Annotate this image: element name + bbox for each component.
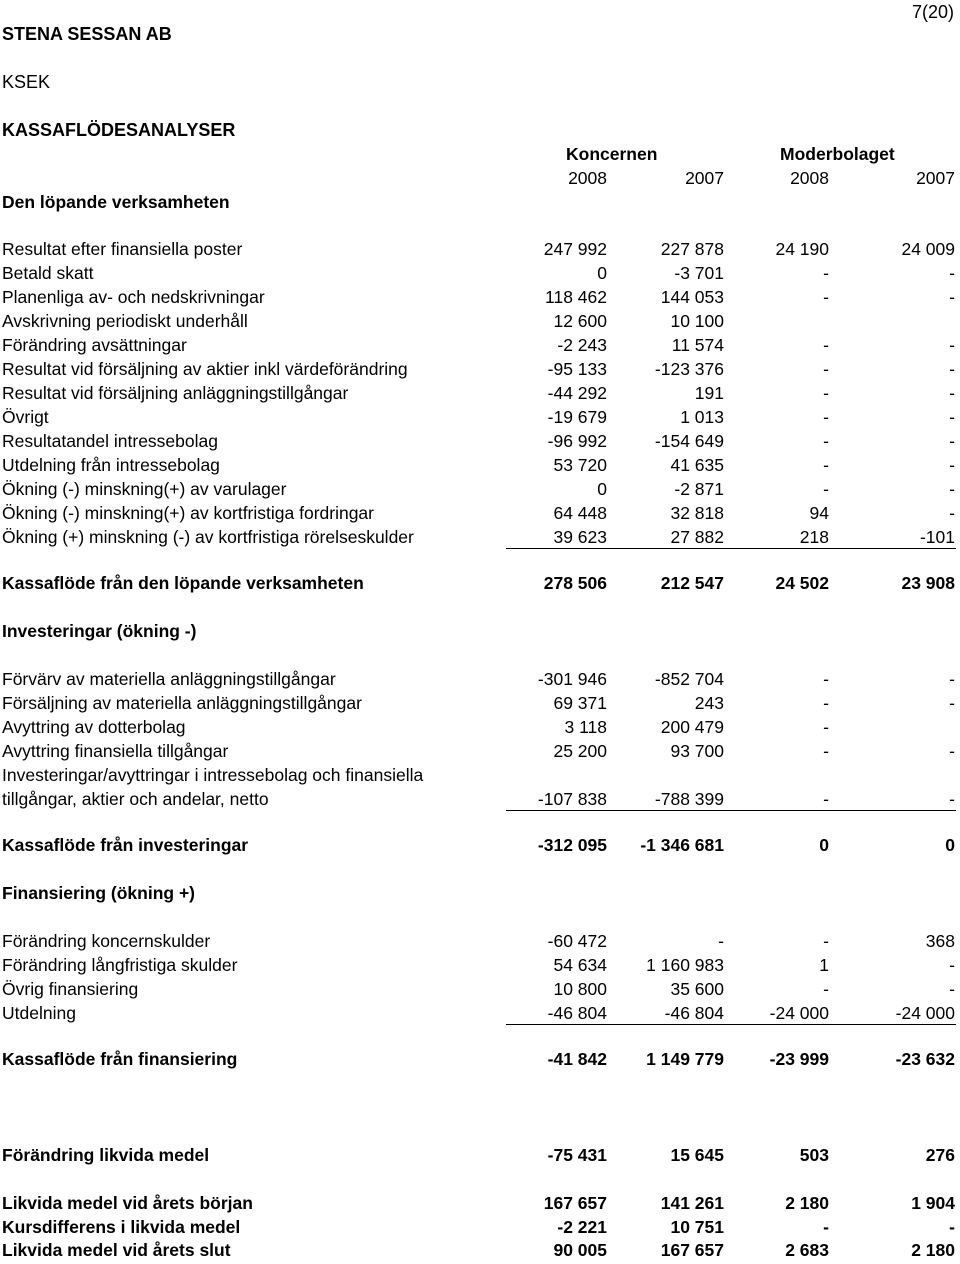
- row-label: Förvärv av materiella anläggningstillgångar: [2, 669, 336, 689]
- row-label: tillgångar, aktier och andelar, netto: [2, 789, 269, 809]
- row-label: Likvida medel vid årets början: [2, 1193, 253, 1213]
- value-moderbolaget-2008: -24 000: [769, 1003, 829, 1023]
- value-koncernen-2007: 212 547: [660, 573, 724, 593]
- value-koncernen-2007: 191: [694, 383, 724, 403]
- value-moderbolaget-2008: -: [823, 287, 829, 307]
- table-row: [0, 407, 960, 431]
- table-row: [0, 955, 960, 979]
- value-moderbolaget-2007: -: [949, 503, 955, 523]
- table-row: [0, 669, 960, 693]
- row-label: Kassaflöde från investeringar: [2, 835, 249, 855]
- value-moderbolaget-2008: -: [823, 359, 829, 379]
- value-moderbolaget-2007: -: [949, 335, 955, 355]
- value-koncernen-2007: -46 804: [664, 1003, 724, 1023]
- value-koncernen-2008: -2 221: [557, 1217, 607, 1237]
- company-name: STENA SESSAN AB: [2, 24, 172, 44]
- value-koncernen-2008: 53 720: [553, 455, 607, 475]
- value-koncernen-2008: 39 623: [553, 527, 607, 547]
- value-moderbolaget-2008: 24 190: [775, 239, 829, 259]
- table-row: [0, 717, 960, 741]
- row-label: Ökning (-) minskning(+) av kortfristiga fordringar: [2, 503, 374, 523]
- table-row: [0, 287, 960, 311]
- value-koncernen-2008: -75 431: [547, 1145, 607, 1165]
- value-moderbolaget-2007: -: [949, 693, 955, 713]
- row-label: Likvida medel vid årets slut: [2, 1240, 231, 1260]
- value-koncernen-2008: 12 600: [553, 311, 607, 331]
- value-moderbolaget-2008: -: [823, 335, 829, 355]
- value-moderbolaget-2008: -: [823, 383, 829, 403]
- total-row-fx-difference: [0, 1217, 960, 1241]
- value-moderbolaget-2007: -101: [919, 527, 955, 547]
- value-koncernen-2007: -1 346 681: [640, 835, 724, 855]
- subtotal-rule: [506, 1024, 956, 1025]
- subtotal-rule: [506, 548, 956, 549]
- section-heading-financing: Finansiering (ökning +): [2, 883, 195, 903]
- value-moderbolaget-2007: -: [949, 263, 955, 283]
- value-koncernen-2007: 167 657: [660, 1240, 724, 1260]
- value-koncernen-2008: 118 462: [545, 287, 607, 307]
- value-moderbolaget-2007: 368: [925, 931, 955, 951]
- table-row: [0, 479, 960, 503]
- row-label: Förändring koncernskulder: [2, 931, 211, 951]
- value-moderbolaget-2007: -: [949, 979, 955, 999]
- row-label: Kursdifferens i likvida medel: [2, 1217, 241, 1237]
- value-moderbolaget-2007: 2 180: [911, 1240, 955, 1260]
- value-koncernen-2007: 11 574: [671, 335, 724, 355]
- value-koncernen-2007: -3 701: [674, 263, 724, 283]
- table-row: [0, 693, 960, 717]
- value-moderbolaget-2008: -: [823, 669, 829, 689]
- page-number: 7(20): [911, 2, 954, 22]
- value-koncernen-2007: -2 871: [674, 479, 724, 499]
- value-koncernen-2008: -95 133: [547, 359, 607, 379]
- value-koncernen-2008: -46 804: [547, 1003, 607, 1023]
- value-koncernen-2008: 54 634: [553, 955, 607, 975]
- row-label: Betald skatt: [2, 263, 94, 283]
- value-moderbolaget-2007: -: [949, 741, 955, 761]
- value-moderbolaget-2008: -: [823, 741, 829, 761]
- total-row-change: [0, 1145, 960, 1169]
- value-moderbolaget-2008: -: [823, 1217, 829, 1237]
- row-label: Övrigt: [2, 407, 49, 427]
- value-moderbolaget-2008: 503: [799, 1145, 829, 1165]
- row-label: Utdelning från intressebolag: [2, 455, 220, 475]
- section-heading-investing: Investeringar (ökning -): [2, 621, 197, 641]
- row-label: Ökning (+) minskning (-) av kortfristiga rörelseskulder: [2, 527, 414, 547]
- value-moderbolaget-2008: -: [823, 407, 829, 427]
- table-row: [0, 239, 960, 263]
- value-moderbolaget-2008: -: [823, 431, 829, 451]
- value-moderbolaget-2008: 218: [799, 527, 829, 547]
- column-group-moderbolaget: Moderbolaget: [780, 144, 895, 164]
- value-moderbolaget-2007: 276: [925, 1145, 955, 1165]
- table-row: [0, 503, 960, 527]
- value-moderbolaget-2008: 0: [819, 835, 829, 855]
- table-row: [0, 311, 960, 335]
- value-koncernen-2008: -2 243: [557, 335, 607, 355]
- value-koncernen-2007: 15 645: [670, 1145, 724, 1165]
- value-moderbolaget-2007: -: [949, 955, 955, 975]
- row-label: Förändring avsättningar: [2, 335, 187, 355]
- value-moderbolaget-2007: -: [949, 455, 955, 475]
- row-label: Resultat vid försäljning av aktier inkl värdeförändring: [2, 359, 408, 379]
- row-label: Kassaflöde från den löpande verksamheten: [2, 573, 364, 593]
- column-year: 2008: [568, 168, 607, 188]
- value-koncernen-2008: 10 800: [553, 979, 607, 999]
- value-moderbolaget-2008: -: [823, 979, 829, 999]
- total-row-investing: [0, 835, 960, 859]
- value-koncernen-2007: 1 149 779: [646, 1049, 724, 1069]
- row-label: Avskrivning periodiskt underhåll: [2, 311, 248, 331]
- value-koncernen-2008: 3 118: [564, 717, 607, 737]
- row-label: Ökning (-) minskning(+) av varulager: [2, 479, 287, 499]
- row-label: Resultat vid försäljning anläggningstillgångar: [2, 383, 349, 403]
- value-koncernen-2007: 93 700: [670, 741, 724, 761]
- value-koncernen-2008: -312 095: [537, 835, 607, 855]
- value-koncernen-2008: -107 838: [537, 789, 607, 809]
- value-koncernen-2008: -60 472: [547, 931, 607, 951]
- value-koncernen-2007: 1 013: [680, 407, 724, 427]
- row-label: Försäljning av materiella anläggningstillgångar: [2, 693, 362, 713]
- value-koncernen-2008: -44 292: [547, 383, 607, 403]
- value-moderbolaget-2008: -23 999: [769, 1049, 829, 1069]
- row-label: Resultatandel intressebolag: [2, 431, 218, 451]
- value-koncernen-2007: 41 635: [670, 455, 724, 475]
- value-moderbolaget-2008: -: [823, 455, 829, 475]
- value-moderbolaget-2007: 0: [945, 835, 955, 855]
- row-label: Resultat efter finansiella poster: [2, 239, 243, 259]
- value-moderbolaget-2007: -: [949, 669, 955, 689]
- table-row: [0, 931, 960, 955]
- column-year: 2008: [790, 168, 829, 188]
- table-row: [0, 359, 960, 383]
- value-moderbolaget-2007: -: [949, 383, 955, 403]
- column-year: 2007: [916, 168, 955, 188]
- value-moderbolaget-2007: -24 000: [895, 1003, 955, 1023]
- value-moderbolaget-2007: -: [949, 431, 955, 451]
- page-title: KASSAFLÖDESANALYSER: [2, 120, 236, 140]
- table-row: [0, 335, 960, 359]
- value-moderbolaget-2008: 94: [809, 503, 829, 523]
- column-year: 2007: [685, 168, 724, 188]
- value-moderbolaget-2008: 1: [819, 955, 829, 975]
- value-koncernen-2007: 1 160 983: [646, 955, 724, 975]
- table-row: [0, 263, 960, 287]
- row-label-line1: Investeringar/avyttringar i intressebolag och finansiella: [2, 765, 424, 785]
- value-koncernen-2008: 0: [597, 263, 607, 283]
- value-koncernen-2007: -: [718, 931, 724, 951]
- value-koncernen-2007: -123 376: [654, 359, 724, 379]
- value-koncernen-2007: 10 100: [670, 311, 724, 331]
- table-row: [0, 979, 960, 1003]
- value-moderbolaget-2007: -: [949, 1217, 955, 1237]
- currency-label: KSEK: [2, 72, 51, 92]
- value-moderbolaget-2008: -: [823, 263, 829, 283]
- value-koncernen-2007: 32 818: [670, 503, 724, 523]
- value-koncernen-2007: 243: [694, 693, 724, 713]
- total-row-closing-cash: [0, 1240, 960, 1264]
- total-row-financing: [0, 1049, 960, 1073]
- table-row: [0, 741, 960, 765]
- value-koncernen-2008: -96 992: [547, 431, 607, 451]
- subtotal-rule: [506, 810, 956, 811]
- value-koncernen-2007: 144 053: [660, 287, 724, 307]
- value-moderbolaget-2008: -: [823, 931, 829, 951]
- value-moderbolaget-2008: -: [823, 693, 829, 713]
- table-row: [0, 383, 960, 407]
- row-label: Övrig finansiering: [2, 979, 139, 999]
- value-koncernen-2007: -852 704: [654, 669, 724, 689]
- value-koncernen-2008: -301 946: [537, 669, 607, 689]
- value-koncernen-2008: 278 506: [543, 573, 607, 593]
- value-moderbolaget-2008: -: [823, 789, 829, 809]
- total-row-operating: [0, 573, 960, 597]
- value-moderbolaget-2007: -: [949, 407, 955, 427]
- value-koncernen-2008: 69 371: [553, 693, 607, 713]
- value-moderbolaget-2008: 2 683: [785, 1240, 829, 1260]
- value-koncernen-2007: 141 261: [660, 1193, 724, 1213]
- row-label: Förändring likvida medel: [2, 1145, 210, 1165]
- value-moderbolaget-2007: -23 632: [895, 1049, 955, 1069]
- value-moderbolaget-2007: 1 904: [911, 1193, 955, 1213]
- value-koncernen-2008: 0: [597, 479, 607, 499]
- value-moderbolaget-2007: -: [949, 789, 955, 809]
- value-koncernen-2008: 25 200: [553, 741, 607, 761]
- value-moderbolaget-2007: 23 908: [901, 573, 955, 593]
- row-label: Utdelning: [2, 1003, 76, 1023]
- value-koncernen-2008: -19 679: [547, 407, 607, 427]
- value-koncernen-2008: 90 005: [553, 1240, 607, 1260]
- row-label: Avyttring av dotterbolag: [2, 717, 186, 737]
- value-moderbolaget-2008: 24 502: [775, 573, 829, 593]
- table-row: [0, 455, 960, 479]
- value-koncernen-2007: -154 649: [654, 431, 724, 451]
- value-moderbolaget-2007: 24 009: [901, 239, 955, 259]
- value-moderbolaget-2007: -: [949, 359, 955, 379]
- value-koncernen-2007: -788 399: [654, 789, 724, 809]
- value-koncernen-2008: 247 992: [543, 239, 607, 259]
- column-group-koncernen: Koncernen: [566, 144, 658, 164]
- value-koncernen-2007: 35 600: [670, 979, 724, 999]
- table-row: [0, 431, 960, 455]
- value-moderbolaget-2008: -: [823, 479, 829, 499]
- row-label: Kassaflöde från finansiering: [2, 1049, 238, 1069]
- value-koncernen-2008: 64 448: [553, 503, 607, 523]
- value-moderbolaget-2008: 2 180: [785, 1193, 829, 1213]
- value-koncernen-2007: 227 878: [660, 239, 724, 259]
- value-koncernen-2008: -41 842: [547, 1049, 607, 1069]
- section-heading-operating: Den löpande verksamheten: [2, 192, 230, 212]
- row-label: Avyttring finansiella tillgångar: [2, 741, 229, 761]
- row-label: Planenliga av- och nedskrivningar: [2, 287, 265, 307]
- value-moderbolaget-2007: -: [949, 287, 955, 307]
- value-moderbolaget-2008: -: [823, 717, 829, 737]
- value-koncernen-2008: 167 657: [543, 1193, 607, 1213]
- value-koncernen-2007: 200 479: [660, 717, 724, 737]
- value-koncernen-2007: 10 751: [670, 1217, 724, 1237]
- row-label: Förändring långfristiga skulder: [2, 955, 238, 975]
- value-moderbolaget-2007: -: [949, 479, 955, 499]
- total-row-opening-cash: [0, 1193, 960, 1217]
- value-koncernen-2007: 27 882: [670, 527, 724, 547]
